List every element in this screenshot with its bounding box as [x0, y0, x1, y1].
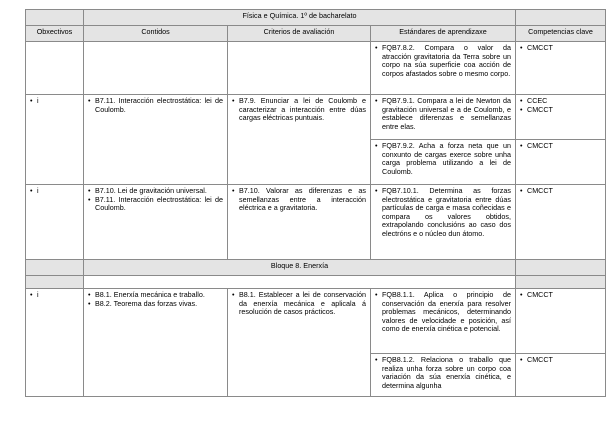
standard-item: • FQB8.1.2. Relaciona o traballo que realiza unha forza sobre un corpo coa variación da súa enerxía cinética, e determina algunha [375, 356, 511, 390]
competence-item: • CMCCT [520, 106, 601, 115]
objective-cell [26, 289, 84, 397]
block-row [26, 260, 606, 276]
competence-item: • CMCCT [520, 291, 601, 300]
objective-item: • i [30, 291, 79, 300]
contents-cell [84, 42, 228, 95]
standard-item: • FQB8.1.1. Aplica o principio de conservación da enerxía para resolver problemas mecánicos, determinando valores de velocidade e posición, así como de enerxía cinética e potencial. [375, 291, 511, 334]
competence-item: • CMCCT [520, 356, 601, 365]
criteria-cell [228, 95, 371, 185]
objective-cell [26, 185, 84, 260]
criteria-item: • B7.10. Valorar as diferenzas e as semellanzas entre a interacción eléctrica e a gravitatoria. [232, 187, 366, 213]
table-row [26, 95, 606, 140]
contents-item: • B7.11. Interacción electrostática: lei de Coulomb. [88, 97, 223, 114]
competence-item: • CMCCT [520, 44, 601, 53]
contents-item: • B7.11. Interacción electrostática: lei de Coulomb. [88, 196, 223, 213]
table-row [26, 42, 606, 95]
header-row [26, 26, 606, 42]
competence-cell [516, 42, 606, 95]
spacer-row [26, 276, 606, 289]
standard-cell [371, 289, 516, 354]
curriculum-table [25, 9, 606, 397]
competence-item: • CCEC [520, 97, 601, 106]
objective-cell [26, 95, 84, 185]
contents-cell [84, 185, 228, 260]
spacer-cell [26, 276, 84, 289]
title-blank-cell [26, 10, 84, 26]
competence-cell [516, 95, 606, 140]
spacer-cell [84, 276, 516, 289]
standard-cell [371, 354, 516, 397]
competence-item: • CMCCT [520, 187, 601, 196]
header-objectives: Obxectivos [26, 26, 84, 42]
standard-item: • FQB7.10.1. Determina as forzas electrostática e gravitatoria entre dúas partículas de carga e masa coñecidas e compara os valores obtidos, extrapolando conclusións ao caso dos electróns e o núcleo dun átomo. [375, 187, 511, 239]
standard-cell [371, 140, 516, 185]
standard-item: • FQB7.9.1. Compara a lei de Newton da gravitación universal e a de Coulomb, e establece diferenzas e semellanzas entre elas. [375, 97, 511, 131]
title-blank-cell-right [516, 10, 606, 26]
competence-cell [516, 354, 606, 397]
objective-cell [26, 42, 84, 95]
objective-item: • i [30, 97, 79, 106]
table-row [26, 185, 606, 260]
criteria-cell [228, 185, 371, 260]
contents-cell [84, 289, 228, 397]
header-contents: Contidos [84, 26, 228, 42]
block-blank-cell-right [516, 260, 606, 276]
competence-cell [516, 185, 606, 260]
criteria-item: • B7.9. Enunciar a lei de Coulomb e caracterizar a interacción entre dúas cargas eléctricas puntuais. [232, 97, 366, 123]
criteria-cell [228, 42, 371, 95]
standard-item: • FQB7.9.2. Acha a forza neta que un conxunto de cargas exerce sobre unha carga problema utilizando a lei de Coulomb. [375, 142, 511, 176]
contents-item: • B8.2. Teorema das forzas vivas. [88, 300, 223, 309]
title-row [26, 10, 606, 26]
table-row [26, 289, 606, 354]
table-title: Física e Química. 1º de bacharelato [84, 10, 516, 26]
criteria-cell [228, 289, 371, 397]
competence-cell [516, 140, 606, 185]
spacer-cell [516, 276, 606, 289]
criteria-item: • B8.1. Establecer a lei de conservación da enerxía mecánica e aplicala á resolución de casos prácticos. [232, 291, 366, 317]
contents-item: • B8.1. Enerxía mecánica e traballo. [88, 291, 223, 300]
standard-cell [371, 42, 516, 95]
competence-item: • CMCCT [520, 142, 601, 151]
contents-item: • B7.10. Lei de gravitación universal. [88, 187, 223, 196]
header-standards: Estándares de aprendizaxe [371, 26, 516, 42]
header-competences: Competencias clave [516, 26, 606, 42]
block-title: Bloque 8. Enerxía [84, 260, 516, 276]
contents-cell [84, 95, 228, 185]
block-blank-cell [26, 260, 84, 276]
objective-item: • i [30, 187, 79, 196]
standard-cell [371, 95, 516, 140]
competence-cell [516, 289, 606, 354]
header-criteria: Criterios de avaliación [228, 26, 371, 42]
standard-cell [371, 185, 516, 260]
standard-item: • FQB7.8.2. Compara o valor da atracción gravitatoria da Terra sobre un corpo na súa superficie coa acción de corpos afastados sobre o mesmo corpo. [375, 44, 511, 78]
